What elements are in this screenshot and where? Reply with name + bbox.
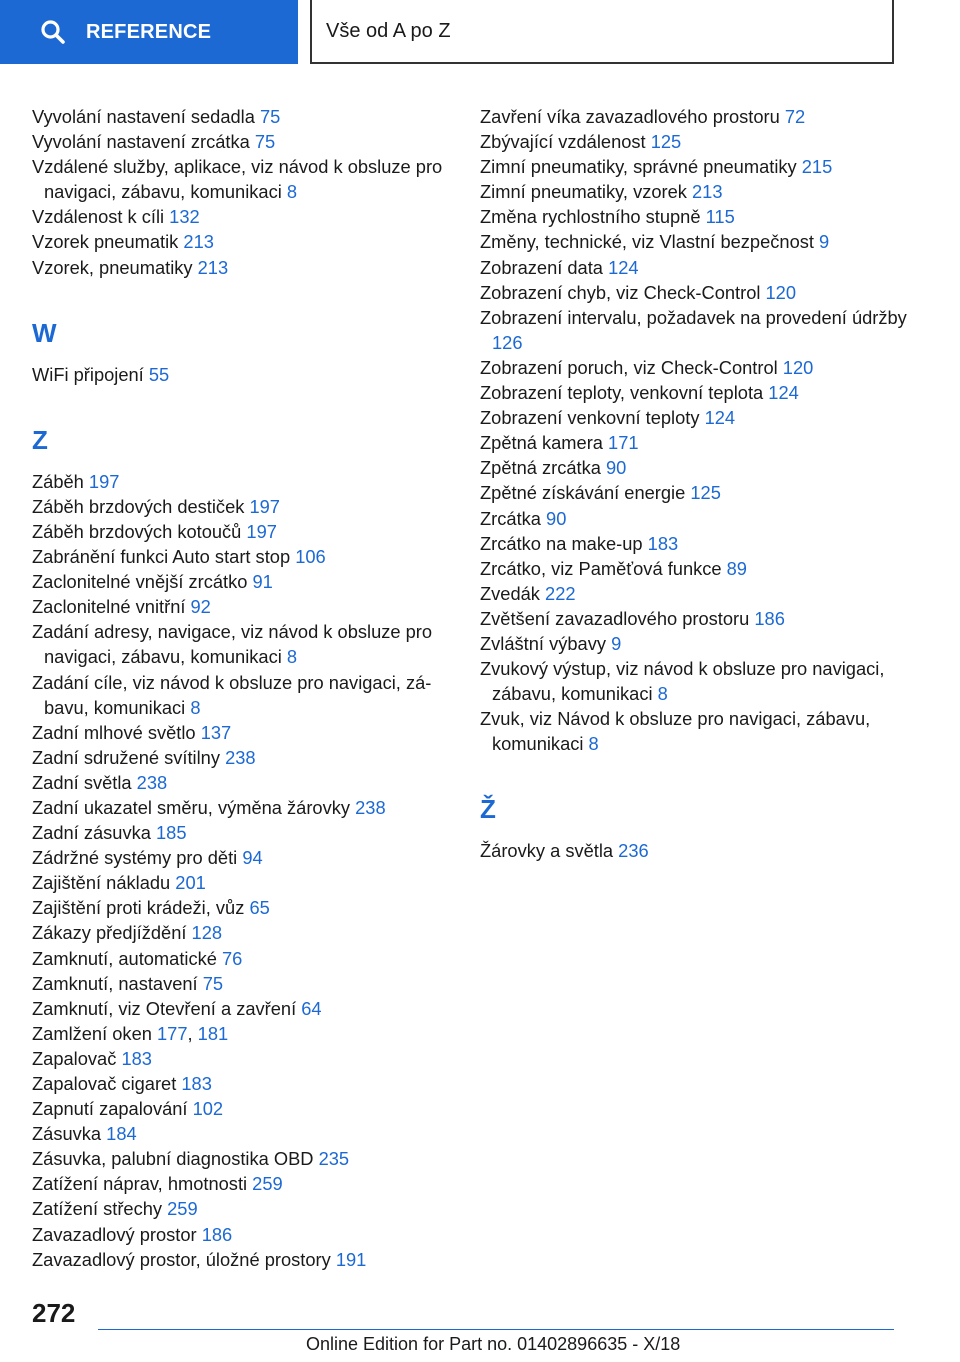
index-entry [480,204,912,229]
index-entry-text: Zapalovač cigaret [32,1073,182,1094]
page-link[interactable]: 213 [197,256,229,278]
page-link[interactable]: 125 [690,482,721,504]
index-entry [480,129,912,154]
index-entry-text: Zvláštní výbavy [480,632,612,654]
page-link[interactable]: 236 [618,840,649,862]
index-entry [32,362,452,387]
page-link[interactable]: 197 [246,520,277,542]
index-entry [32,895,452,920]
page-separator: , [187,1022,198,1044]
index-entry [32,569,452,594]
index-entry-text: Zadání cíle, viz návod k obsluze pro navigaci, zábavu, komunikaci [32,671,432,718]
index-entry-text: Zvukový výstup, viz návod k obsluze pro navigaci, zábavu, komunikaci [480,658,885,705]
index-column-right [480,104,912,864]
index-entry-text: Vyvolání nastavení zrcátka [32,131,255,153]
search-icon [40,19,66,45]
page-link[interactable]: 75 [202,972,224,994]
index-entry [32,1196,452,1221]
index-entry-text: WiFi připojení [32,363,149,385]
index-entry [32,720,452,745]
index-entry-text: Zobrazení venkovní teploty [480,407,705,429]
page-link[interactable]: 137 [200,721,232,743]
index-entry [32,104,452,129]
page-link[interactable]: 90 [546,507,567,529]
index-entry [480,838,912,863]
index-entry [32,845,452,870]
index-entry [480,606,912,631]
index-entry-text: Záběh brzdových destiček [32,495,250,517]
page-link[interactable]: 238 [355,796,386,818]
index-entry [480,405,912,430]
page-link[interactable]: 72 [784,106,806,127]
index-entry-text: Zvětšení zavazadlového prostoru [480,607,755,629]
index-entry [32,519,452,544]
index-entry [32,996,452,1021]
page-link[interactable]: 9 [611,632,622,654]
index-entry [32,204,452,229]
index-entry [480,531,912,556]
page-link[interactable]: 120 [765,281,797,303]
reference-tab-label: REFERENCE [86,20,212,43]
page-link[interactable]: 235 [318,1148,350,1170]
index-entry [480,581,912,606]
index-entry-text: Zadní sdružené svítilny [32,746,226,768]
page-link[interactable]: 183 [121,1047,152,1069]
page-link[interactable]: 89 [726,557,747,579]
page-link[interactable]: 102 [192,1098,224,1120]
index-entry-text: Vzorek, pneumatiky [32,256,198,278]
index-entry [480,706,912,756]
reference-tab[interactable] [0,0,298,64]
index-entry-text: Záběh brzdových kotoučů [32,520,247,542]
page-link[interactable]: 91 [252,571,273,593]
page-link[interactable]: 186 [201,1223,233,1245]
index-entry-text: Zapnutí zapalování [32,1098,193,1120]
index-entry-text: Zatížení náprav, hmotnosti [32,1173,253,1195]
index-entry [32,619,452,669]
page-link[interactable]: 94 [242,847,263,869]
index-entry [32,129,452,154]
index-entry-text: Zadní ukazatel směru, výměna žárovky [32,796,356,818]
index-entry-text: Změna rychlostního stupně [480,206,706,228]
index-entry-text: Zamlžení oken [32,1022,157,1044]
page-link[interactable]: 8 [286,181,298,203]
index-entry [32,229,452,254]
page-link[interactable]: 64 [301,997,322,1019]
page-link[interactable]: 213 [692,181,723,203]
page-link[interactable]: 185 [155,822,187,844]
index-entry [480,179,912,204]
index-entry [32,1021,452,1046]
footer-edition: Online Edition for Part no. 01402896635 - X/18 [306,1334,681,1354]
index-entry [32,820,452,845]
page-link[interactable]: 75 [260,106,281,127]
page-link[interactable]: 201 [175,872,206,894]
index-entry [480,104,912,129]
page-link[interactable]: 213 [183,231,214,253]
page-link[interactable]: 124 [608,256,639,278]
page-link[interactable]: 90 [606,457,627,479]
index-entry-text: Zadní světla [32,771,137,793]
index-entry-text: Změny, technické, viz Vlastní bezpečnost [480,231,820,253]
index-entry-text: Zrcátka [480,507,547,529]
index-entry-text: Vzdálenost k cíli [32,206,170,228]
index-entry [480,280,912,305]
page-number: 272 [32,1298,76,1328]
page-link[interactable]: 238 [136,771,168,793]
index-entry-text: Zimní pneumatiky, vzorek [480,181,692,203]
page-link[interactable]: 115 [705,206,735,228]
index-entry [480,556,912,581]
index-entry [32,770,452,795]
index-entry-text: Zpětná zrcátka [480,457,606,479]
index-entry [480,631,912,656]
index-entry-text: Vzdálené služby, aplikace, viz návod k obsluze pro navigaci, zábavu, komunikaci [32,156,443,203]
index-entry-text: Zavazadlový prostor, úložné prostory [32,1248,336,1270]
letter-spacer [32,387,452,409]
page-link[interactable]: 125 [650,131,682,153]
index-entry [480,380,912,405]
page-link[interactable]: 8 [588,733,599,755]
page-link[interactable]: 126 [492,331,523,353]
index-entry [32,1171,452,1196]
page-link[interactable]: 186 [754,607,785,629]
index-entry [32,920,452,945]
index-letter-heading: Ž [480,794,496,825]
index-entry [480,355,912,380]
index-entry-text: Zavření víka zavazadlového prostoru [480,106,785,127]
page-link[interactable]: 124 [704,407,736,429]
index-entry-text: Zaclonitelné vnitřní [32,596,191,618]
page-link[interactable]: 8 [657,683,668,705]
index-entry-text: Zádržné systémy pro děti [32,847,243,869]
page-link[interactable]: 92 [190,596,211,618]
index-letter-heading: W [32,317,57,348]
index-entry-text: Zrcátko na make-up [480,532,648,554]
page-link[interactable]: 197 [249,495,280,517]
index-entry [32,946,452,971]
index-entry-text: Zapalovač [32,1047,122,1069]
index-entry-text: Zobrazení poruch, viz Check-Control [480,356,783,378]
index-column-left [32,104,452,1272]
index-entry-text: Zpětné získávání energie [480,482,691,504]
index-entry [32,1121,452,1146]
index-entry-text: Zásuvka, palubní diagnostika OBD [32,1148,319,1170]
page-link[interactable]: 9 [819,231,830,253]
index-entry-text: Zvedák [480,582,546,604]
index-entry [32,971,452,996]
page-link[interactable]: 65 [249,897,270,919]
index-entry-text: Zadní mlhové světlo [32,721,201,743]
page-link[interactable]: 259 [167,1198,198,1220]
index-entry-text: Zvuk, viz Návod k obsluze pro navigaci, zábavu, komunikaci [480,708,871,755]
page-link[interactable]: 197 [88,470,120,492]
index-entry-text: Zadání adresy, navigace, viz návod k obsluze pro navigaci, zábavu, komunikaci [32,621,433,668]
index-entry [32,1096,452,1121]
page-link[interactable]: 124 [768,382,799,404]
index-entry-text: Zaclonitelné vnější zrcátko [32,571,253,593]
page-link[interactable]: 8 [190,696,201,718]
index-entry-text: Zamknutí, automatické [32,947,222,969]
index-entry-text: Zamknutí, viz Otevření a zavření [32,997,302,1019]
index-entry-text: Zavazadlový prostor [32,1223,202,1245]
index-entry-text: Zajištění proti krádeži, vůz [32,897,250,919]
index-entry [32,1247,452,1272]
index-entry-text: Zrcátko, viz Paměťová funkce [480,557,727,579]
index-entry-text: Zobrazení data [480,256,609,278]
index-entry-text: Zbývající vzdálenost [480,131,651,153]
page-title [310,0,894,64]
index-entry [32,255,452,280]
letter-spacer [32,280,452,302]
index-entry-text: Zobrazení intervalu, požadavek na provedení údržby [480,306,907,328]
page-link[interactable]: 215 [801,156,833,178]
footer-divider [98,1329,894,1330]
index-entry [480,255,912,280]
index-entry-text: Zabránění funkci Auto start stop [32,546,296,568]
page-link[interactable]: 128 [191,922,223,944]
page-link[interactable]: 191 [335,1248,367,1270]
page-link[interactable]: 8 [286,646,298,668]
page-link[interactable]: 183 [181,1073,212,1094]
index-entry-text: Zpětná kamera [480,432,609,454]
page-link[interactable]: 171 [608,432,639,454]
index-letter-heading: Z [32,424,48,455]
index-entry [32,544,452,569]
index-entry-text: Zobrazení teploty, venkovní teplota [480,382,769,404]
index-entry [480,455,912,480]
page-link[interactable]: 222 [545,582,576,604]
page-link[interactable]: 238 [225,746,256,768]
index-entry [32,1046,452,1071]
index-entry [480,229,912,254]
header [0,0,960,66]
index-entry-text: Zimní pneumatiky, správné pneumatiky [480,156,802,178]
index-entry-text: Záběh [32,470,89,492]
page-link[interactable]: 120 [782,356,814,378]
letter-spacer [480,756,912,778]
index-entry [32,594,452,619]
index-entry [32,154,452,204]
page-link[interactable]: 184 [106,1123,137,1145]
page-link[interactable]: 183 [647,532,679,554]
index-entry [32,870,452,895]
page-link[interactable]: 106 [295,546,326,568]
page-link[interactable]: 177 [156,1022,188,1044]
page-link[interactable]: 132 [169,206,200,228]
index-entry [32,1222,452,1247]
page-link[interactable]: 181 [197,1022,229,1044]
page-title-text: Vše od A po Z [326,19,451,42]
index-entry-text: Zásuvka [32,1123,107,1145]
index-entry-text: Zobrazení chyb, viz Check-Control [480,281,766,303]
index-entry [480,656,912,706]
index-entry [32,745,452,770]
index-entry-text: Zákazy předjíždění [32,922,192,944]
index-entry [32,494,452,519]
page-link[interactable]: 259 [252,1173,283,1195]
index-entry [480,480,912,505]
index-entry [32,795,452,820]
index-entry [32,1071,452,1096]
index-entry-text: Vzorek pneumatik [32,231,184,253]
index-entry [480,430,912,455]
index-entry [480,305,912,355]
index-entry [480,154,912,179]
page-link[interactable]: 55 [148,363,170,385]
index-entry [32,1146,452,1171]
page-link[interactable]: 75 [254,131,276,153]
index-entry-text: Vyvolání nastavení sedadla [32,106,260,127]
index-entry-text: Zadní zásuvka [32,822,156,844]
index-entry [32,469,452,494]
index-entry-text: Zajištění nákladu [32,872,176,894]
index-entry-text: Zamknutí, nastavení [32,972,203,994]
index-entry-text: Žárovky a světla [480,840,619,862]
index-entry-text: Zatížení střechy [32,1198,168,1220]
page-link[interactable]: 76 [222,947,243,969]
index-entry [480,506,912,531]
index-entry [32,670,452,720]
